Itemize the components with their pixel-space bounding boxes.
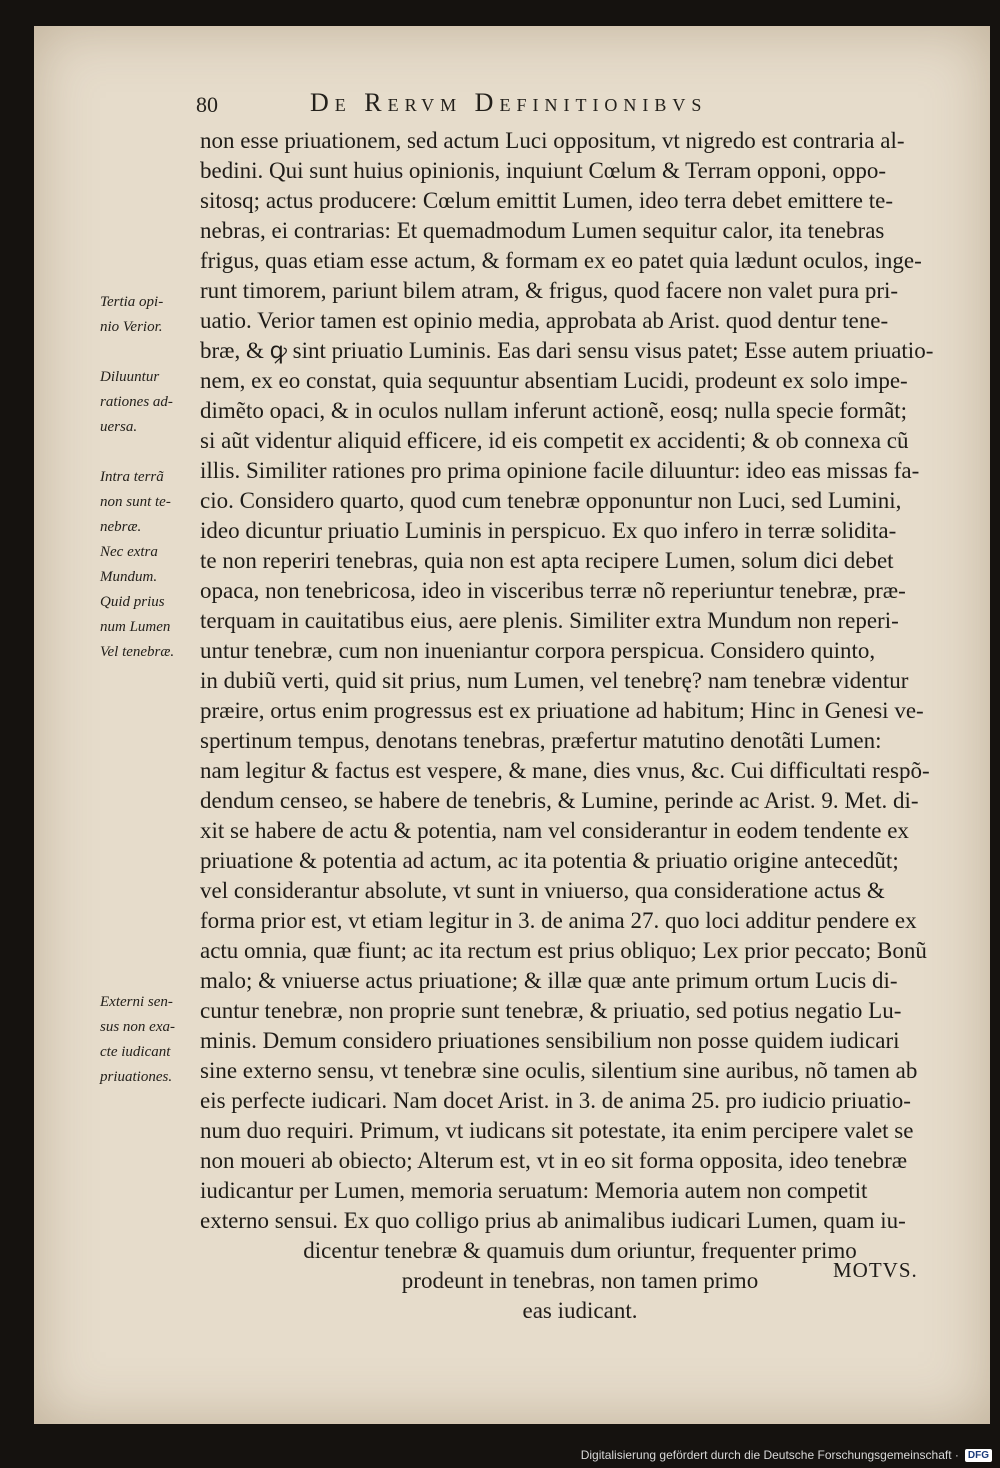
text-line: sine externo sensu, vt tenebræ sine oculis, silentium sine auribus, nõ tamen ab bbox=[200, 1058, 918, 1083]
text-line: untur tenebræ, cum non inueniantur corpora perspicua. Considero quinto, bbox=[200, 638, 876, 663]
text-line: iudicantur per Lumen, memoria seruatum: Memoria autem non competit bbox=[200, 1178, 868, 1203]
text-line: actu omnia, quæ fiunt; ac ita rectum est prius obliquo; Lex prior peccato; Bonũ bbox=[200, 938, 927, 963]
marginal-note: Diluuntur bbox=[100, 369, 160, 385]
text-line: ideo dicuntur priuatio Luminis in perspicuo. Ex quo infero in terræ solidita- bbox=[200, 518, 897, 543]
funding-notice: Digitalisierung gefördert durch die Deutsche Forschungsgemeinschaft · bbox=[580, 1448, 959, 1462]
running-head: De Rervm Definitionibvs bbox=[310, 88, 708, 117]
marginal-note: Externi sen- bbox=[100, 994, 173, 1010]
text-line: te non reperiri tenebras, quia non est apta recipere Lumen, solum dici debet bbox=[200, 548, 894, 573]
text-line: bræ, & ꝙ sint priuatio Luminis. Eas dari sensu visus patet; Esse autem priuatio- bbox=[200, 338, 934, 363]
marginal-note: rationes ad- bbox=[100, 394, 173, 410]
marginal-note: nebræ. bbox=[100, 519, 142, 535]
marginal-note: nio Verior. bbox=[100, 319, 163, 335]
footer-bar bbox=[581, 1446, 992, 1464]
marginal-note: Quid prius bbox=[100, 594, 165, 610]
text-line: num duo requiri. Primum, vt iudicans sit potestate, ita enim percipere valet se bbox=[200, 1118, 914, 1143]
text-line: præire, ortus enim progressus est ex priuatione ad habitum; Hinc in Genesi ve- bbox=[200, 698, 924, 723]
dfg-logo: DFG bbox=[965, 1449, 992, 1462]
marginal-note: Intra terrã bbox=[100, 469, 164, 485]
text-line: minis. Demum considero priuationes sensibilium non posse quidem iudicari bbox=[200, 1028, 900, 1053]
marginal-note: Tertia opi- bbox=[100, 294, 164, 310]
marginal-note: Vel tenebræ. bbox=[100, 644, 175, 660]
text-line: terquam in cauitatibus eius, aere plenis. Similiter extra Mundum non reperi- bbox=[200, 608, 899, 633]
text-line: forma prior est, vt etiam legitur in 3. de anima 27. quo loci additur pendere ex bbox=[200, 908, 917, 933]
text-line: xit se habere de actu & potentia, nam vel considerantur in eodem tendente ex bbox=[200, 818, 909, 843]
text-line: spertinum tempus, denotans tenebras, præfertur matutino denotãti Lumen: bbox=[200, 728, 882, 753]
marginal-note: non sunt te- bbox=[100, 494, 171, 510]
text-line: opaca, non tenebricosa, ideo in visceribus terræ nõ reperiuntur tenebræ, præ- bbox=[200, 578, 906, 603]
closing-line: dicentur tenebræ & quamuis dum oriuntur, frequenter primo bbox=[303, 1238, 857, 1263]
text-line: si aũt videntur aliquid efficere, id eis competit ex accidenti; & ob connexa cũ bbox=[200, 428, 909, 453]
marginal-note: cte iudicant bbox=[100, 1044, 171, 1060]
text-line: nebras, ei contrarias: Et quemadmodum Lumen sequitur calor, ita tenebras bbox=[200, 218, 885, 243]
marginal-note: Mundum. bbox=[100, 569, 158, 585]
text-line: nem, ex eo constat, quia sequuntur absentiam Lucidi, prodeunt ex solo impe- bbox=[200, 368, 908, 393]
page-number: 80 bbox=[196, 92, 218, 117]
marginal-note: num Lumen bbox=[100, 619, 171, 635]
text-line: non esse priuationem, sed actum Luci oppositum, vt nigredo est contraria al- bbox=[200, 128, 905, 153]
text-line: cio. Considero quarto, quod cum tenebræ opponuntur non Luci, sed Lumini, bbox=[200, 488, 902, 513]
marginal-note: sus non exa- bbox=[100, 1019, 175, 1035]
text-line: externo sensui. Ex quo colligo prius ab animalibus iudicari Lumen, quam iu- bbox=[200, 1208, 906, 1233]
closing-line: eas iudicant. bbox=[522, 1298, 638, 1323]
marginal-note: Nec extra bbox=[100, 544, 158, 560]
marginal-note: priuationes. bbox=[100, 1069, 173, 1085]
text-line: sitosq; actus producere: Cœlum emittit Lumen, ideo terra debet emittere te- bbox=[200, 188, 893, 213]
text-line: non moueri ab obiecto; Alterum est, vt in eo sit forma opposita, ideo tenebræ bbox=[200, 1148, 908, 1173]
marginal-note: uersa. bbox=[100, 419, 138, 435]
text-line: dendum censeo, se habere de tenebris, & Lumine, perinde ac Arist. 9. Met. di- bbox=[200, 788, 919, 813]
text-line: eis perfecte iudicari. Nam docet Arist. in 3. de anima 25. pro iudicio priuatio- bbox=[200, 1088, 911, 1113]
text-line: vel considerantur absolute, vt sunt in vniuerso, qua consideratione actus & bbox=[200, 878, 885, 903]
text-line: cuntur tenebræ, non proprie sunt tenebræ, & priuatio, sed potius negatio Lu- bbox=[200, 998, 902, 1023]
text-line: illis. Similiter rationes pro prima opinione facile diluuntur: ideo eas missas fa- bbox=[200, 458, 920, 483]
text-line: frigus, quas etiam esse actum, & formam ex eo patet quia lædunt oculos, inge- bbox=[200, 248, 922, 273]
text-line: runt timorem, pariunt bilem atram, & frigus, quod facere non valet pura pri- bbox=[200, 278, 899, 303]
text-line: malo; & vniuerse actus priuatione; & illæ quæ ante primum ortum Lucis di- bbox=[200, 968, 898, 993]
text-line: priuatione & potentia ad actum, ac ita potentia & priuatio origine antecedũt; bbox=[200, 848, 899, 873]
text-line: dimẽto opaci, & in oculos nullam inferunt actionẽ, eosq; nulla specie formãt; bbox=[200, 398, 908, 423]
catchword: MOTVS. bbox=[833, 1258, 918, 1282]
text-line: uatio. Verior tamen est opinio media, approbata ab Arist. quod dentur tene- bbox=[200, 308, 889, 333]
closing-line: prodeunt in tenebras, non tamen primo bbox=[401, 1268, 759, 1293]
text-line: in dubiũ verti, quid sit prius, num Lumen, vel tenebrę? nam tenebræ videntur bbox=[200, 668, 909, 693]
text-line: nam legitur & factus est vespere, & mane, dies vnus, &c. Cui difficultati respõ- bbox=[200, 758, 930, 783]
text-line: bedini. Qui sunt huius opinionis, inquiunt Cœlum & Terram opponi, oppo- bbox=[200, 158, 887, 183]
